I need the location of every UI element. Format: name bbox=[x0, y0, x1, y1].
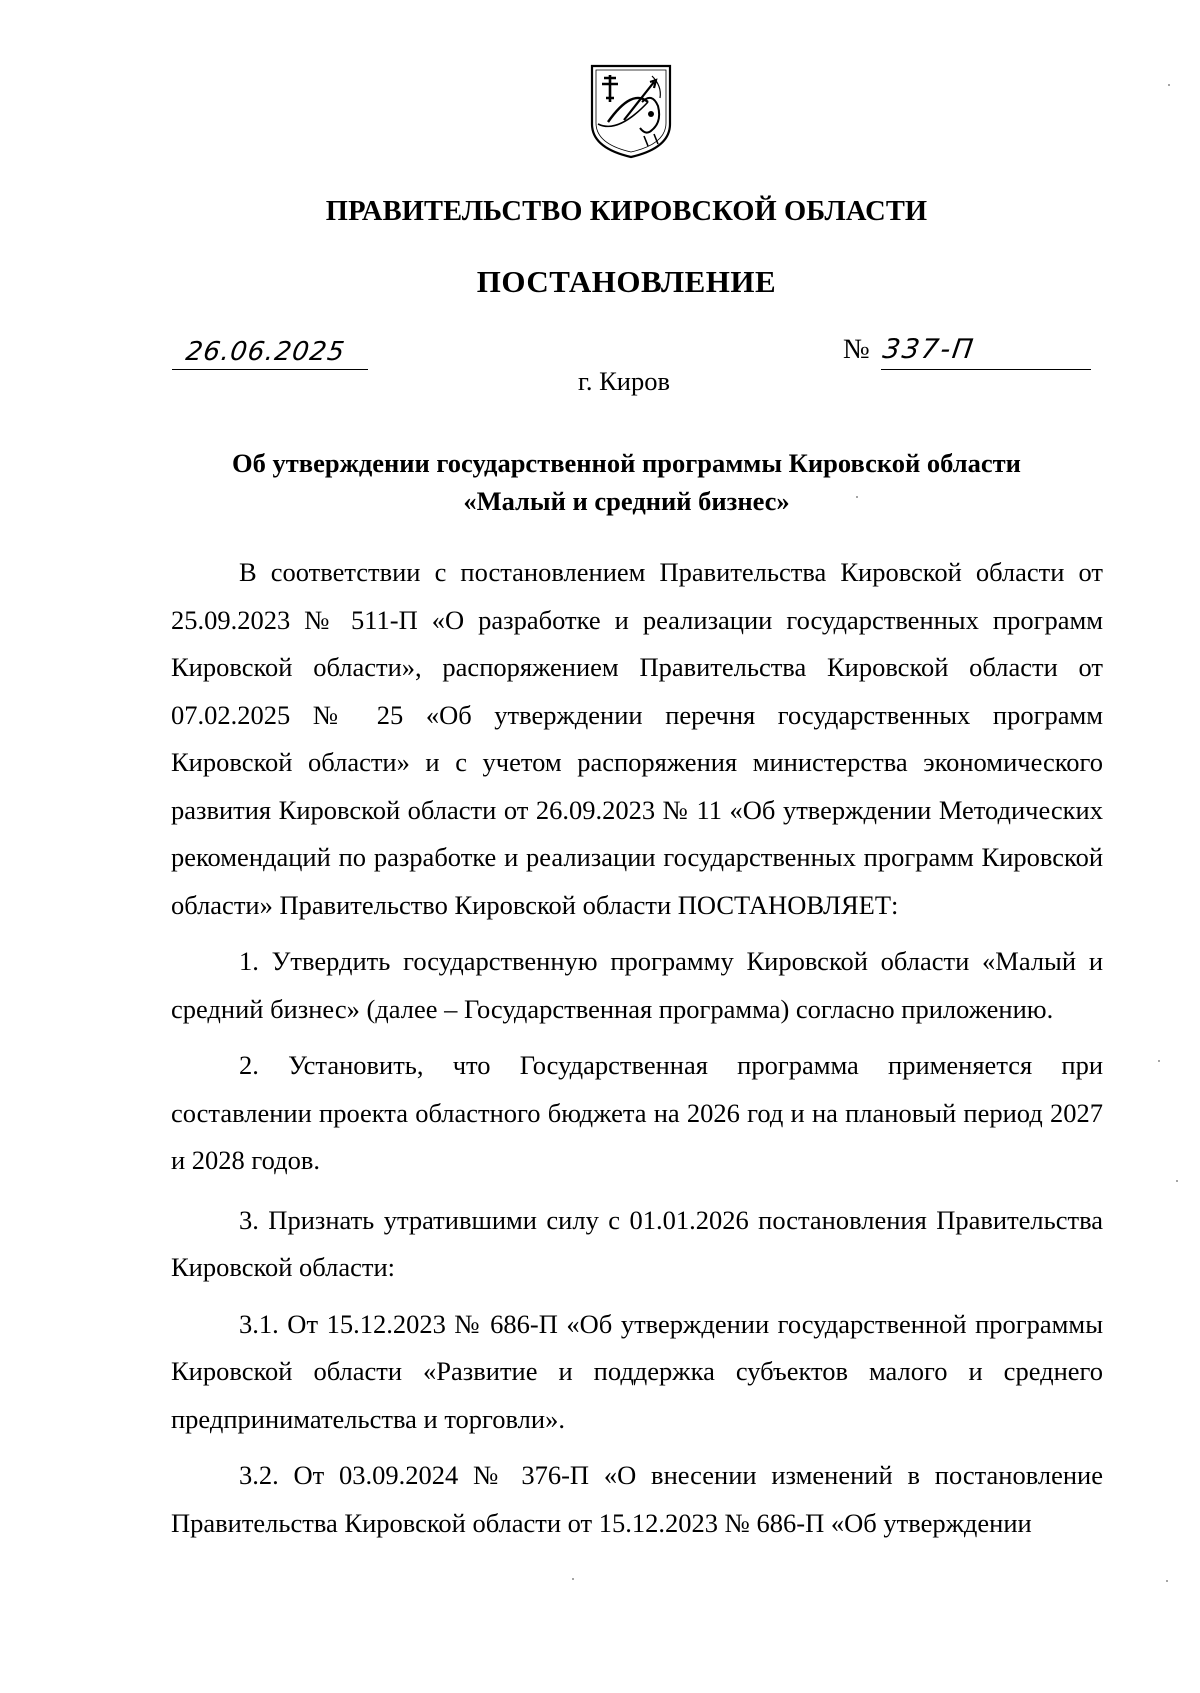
scan-speck bbox=[856, 496, 858, 498]
organization-name: ПРАВИТЕЛЬСТВО КИРОВСКОЙ ОБЛАСТИ bbox=[325, 196, 928, 227]
document-number bbox=[843, 334, 1093, 370]
scan-speck bbox=[572, 1578, 574, 1580]
scan-speck bbox=[1158, 1060, 1160, 1062]
number-sign: № bbox=[843, 334, 870, 365]
paragraph-3: 3. Признать утратившими силу с 01.01.2026 постановления Правительства Кировской области: bbox=[171, 1204, 1103, 1282]
coat-of-arms-icon bbox=[588, 62, 674, 160]
date-underline bbox=[172, 369, 368, 370]
title-line-2: «Малый и средний бизнес» bbox=[463, 486, 790, 516]
number-value: 337-П bbox=[880, 334, 977, 365]
paragraph-3-1: 3.1. От 15.12.2023 № 686-П «Об утверждении государственной программы Кировской области «Развитие и поддержка субъектов малого и среднего предпринимательства и торговли». bbox=[171, 1308, 1103, 1434]
scan-speck bbox=[1166, 1580, 1168, 1582]
number-underline bbox=[881, 369, 1091, 370]
date-value: 26.06.2025 bbox=[183, 337, 347, 367]
paragraph-1: 1. Утвердить государственную программу Кировской области «Малый и средний бизнес» (далее – Государственная программа) согласно приложению. bbox=[171, 946, 1103, 1024]
title-line-1: Об утверждении государственной программы Кировской области bbox=[232, 448, 1021, 478]
document-date bbox=[172, 336, 368, 370]
document-type: ПОСТАНОВЛЕНИЕ bbox=[476, 264, 777, 299]
document-title bbox=[150, 444, 1103, 520]
paragraph-2: 2. Установить, что Государственная программа применяется при составлении проекта областного бюджета на 2026 год и на плановый период 2027 и 2028 годов. bbox=[171, 1050, 1103, 1175]
paragraph-3-2: 3.2. От 03.09.2024 № 376-П «О внесении изменений в постановление Правительства Кировской области от 15.12.2023 № 686-П «Об утверждении bbox=[171, 1460, 1103, 1538]
document-body bbox=[171, 549, 1103, 1547]
scan-speck bbox=[1168, 84, 1170, 86]
scan-speck bbox=[1176, 1180, 1178, 1182]
city: г. Киров bbox=[578, 366, 670, 396]
paragraph-preamble: В соответствии с постановлением Правительства Кировской области от 25.09.2023 № 511-П «О разработке и реализации государственных программ Кировской области», распоряжением Правительства Кировской области от 07.02.2025 № 25 «Об утверждении перечня государственных программ Кировской области» и с учетом распоряжения министерства экономического развития Кировской области от 26.09.2023 № 11 «Об утверждении Методических рекомендаций по разработке и реализации государственных программ Кировской области» Правительство Кировской области ПОСТАНОВЛЯЕТ: bbox=[171, 557, 1103, 920]
